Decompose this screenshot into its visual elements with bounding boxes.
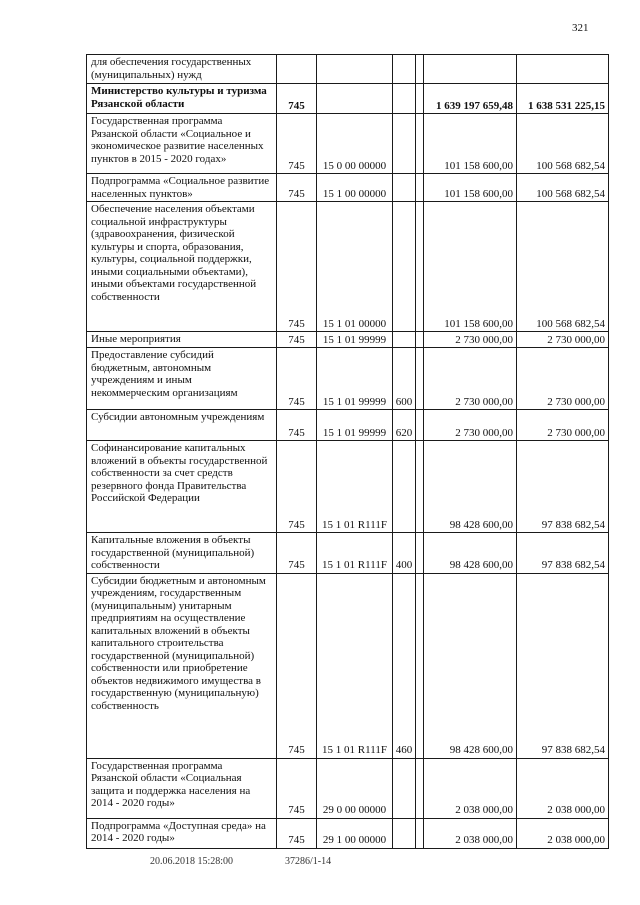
table-row	[87, 441, 609, 533]
row-expense-type-cell: 600	[393, 348, 416, 410]
row-target-article-cell: 29 0 00 00000	[317, 758, 393, 818]
budget-table	[86, 54, 609, 849]
table-row	[87, 533, 609, 574]
row-target-article-cell: 15 1 01 R111F	[317, 573, 393, 758]
row-target-article-cell	[317, 55, 393, 84]
table-row	[87, 202, 609, 332]
row-ministry-code-cell: 745	[277, 818, 317, 848]
row-amount-fact-cell: 2 038 000,00	[517, 758, 609, 818]
row-name-cell: Субсидии автономным учреждениям	[87, 410, 277, 441]
table-row	[87, 410, 609, 441]
row-amount-fact-cell: 1 638 531 225,15	[517, 84, 609, 114]
row-extra-cell	[416, 818, 424, 848]
row-amount-fact-cell: 100 568 682,54	[517, 202, 609, 332]
table-row	[87, 818, 609, 848]
row-expense-type-cell: 400	[393, 533, 416, 574]
row-target-article-cell	[317, 84, 393, 114]
row-amount-plan-cell: 101 158 600,00	[424, 202, 517, 332]
row-amount-fact-cell: 2 730 000,00	[517, 348, 609, 410]
row-target-article-cell: 15 1 00 00000	[317, 174, 393, 202]
row-name-cell: Подпрограмма «Доступная среда» на 2014 - 2020 годы»	[87, 818, 277, 848]
row-name-cell: Иные мероприятия	[87, 332, 277, 348]
row-target-article-cell: 15 1 01 R111F	[317, 441, 393, 533]
row-ministry-code-cell: 745	[277, 533, 317, 574]
row-extra-cell	[416, 441, 424, 533]
row-name-cell: Капитальные вложения в объекты государственной (муниципальной) собственности	[87, 533, 277, 574]
row-amount-fact-cell: 97 838 682,54	[517, 441, 609, 533]
row-name-cell: Государственная программа Рязанской области «Социальная защита и поддержка населения на 2014 - 2020 годы»	[87, 758, 277, 818]
row-amount-fact-cell: 97 838 682,54	[517, 573, 609, 758]
row-name-cell: Министерство культуры и туризма Рязанской области	[87, 84, 277, 114]
table-row	[87, 84, 609, 114]
row-extra-cell	[416, 348, 424, 410]
row-expense-type-cell	[393, 332, 416, 348]
footer-datetime: 20.06.2018 15:28:00	[150, 856, 234, 867]
row-ministry-code-cell: 745	[277, 174, 317, 202]
row-amount-fact-cell: 2 730 000,00	[517, 332, 609, 348]
row-expense-type-cell	[393, 55, 416, 84]
table-row	[87, 114, 609, 174]
row-ministry-code-cell: 745	[277, 84, 317, 114]
row-name-cell: Предоставление субсидий бюджетным, автономным учреждениям и иным некоммерческим организациям	[87, 348, 277, 410]
row-expense-type-cell	[393, 174, 416, 202]
table-row	[87, 758, 609, 818]
table-row	[87, 573, 609, 758]
row-name-cell: Субсидии бюджетным и автономным учреждениям, государственным (муниципальным) унитарным предприятиям на осуществление капитальных вложений в объекты капитального строительства государственной (муниципальной) собственности или приобретение объектов недвижимого имущества в государственную (муниципальную) собственность	[87, 573, 277, 758]
row-target-article-cell: 15 1 01 00000	[317, 202, 393, 332]
page-number: 321	[572, 22, 589, 34]
row-amount-plan-cell: 98 428 600,00	[424, 533, 517, 574]
table-row	[87, 348, 609, 410]
row-expense-type-cell: 620	[393, 410, 416, 441]
row-extra-cell	[416, 410, 424, 441]
row-amount-plan-cell	[424, 55, 517, 84]
row-ministry-code-cell: 745	[277, 758, 317, 818]
row-expense-type-cell	[393, 758, 416, 818]
row-amount-plan-cell: 2 730 000,00	[424, 332, 517, 348]
row-name-cell: Государственная программа Рязанской области «Социальное и экономическое развитие населенных пунктов в 2015 - 2020 годах»	[87, 114, 277, 174]
row-ministry-code-cell: 745	[277, 410, 317, 441]
row-name-cell: Софинансирование капитальных вложений в объекты государственной собственности за счет средств резервного фонда Правительства Российской Федерации	[87, 441, 277, 533]
row-extra-cell	[416, 573, 424, 758]
row-ministry-code-cell	[277, 55, 317, 84]
table-row	[87, 55, 609, 84]
row-amount-plan-cell: 2 038 000,00	[424, 818, 517, 848]
row-target-article-cell: 15 1 01 R111F	[317, 533, 393, 574]
row-name-cell: Обеспечение населения объектами социальной инфраструктуры (здравоохранения, физической культуры и спорта, образования, культуры, социальной поддержки, иными социальными объектами), иными объектами государственной собственности	[87, 202, 277, 332]
row-amount-fact-cell	[517, 55, 609, 84]
row-ministry-code-cell: 745	[277, 114, 317, 174]
row-amount-plan-cell: 2 038 000,00	[424, 758, 517, 818]
row-ministry-code-cell: 745	[277, 573, 317, 758]
row-amount-fact-cell: 97 838 682,54	[517, 533, 609, 574]
row-amount-plan-cell: 98 428 600,00	[424, 441, 517, 533]
row-expense-type-cell	[393, 818, 416, 848]
row-extra-cell	[416, 758, 424, 818]
row-amount-fact-cell: 100 568 682,54	[517, 114, 609, 174]
row-ministry-code-cell: 745	[277, 332, 317, 348]
row-expense-type-cell	[393, 202, 416, 332]
row-target-article-cell: 15 1 01 99999	[317, 348, 393, 410]
row-name-cell: Подпрограмма «Социальное развитие населенных пунктов»	[87, 174, 277, 202]
footer-document-code: 37286/1-14	[285, 856, 332, 867]
row-amount-plan-cell: 98 428 600,00	[424, 573, 517, 758]
row-extra-cell	[416, 174, 424, 202]
row-amount-fact-cell: 2 038 000,00	[517, 818, 609, 848]
row-extra-cell	[416, 332, 424, 348]
row-amount-plan-cell: 101 158 600,00	[424, 174, 517, 202]
row-extra-cell	[416, 202, 424, 332]
row-amount-plan-cell: 101 158 600,00	[424, 114, 517, 174]
row-extra-cell	[416, 533, 424, 574]
row-target-article-cell: 15 1 01 99999	[317, 332, 393, 348]
row-amount-plan-cell: 2 730 000,00	[424, 348, 517, 410]
row-amount-fact-cell: 2 730 000,00	[517, 410, 609, 441]
row-expense-type-cell	[393, 84, 416, 114]
row-extra-cell	[416, 114, 424, 174]
row-ministry-code-cell: 745	[277, 202, 317, 332]
row-ministry-code-cell: 745	[277, 348, 317, 410]
row-extra-cell	[416, 84, 424, 114]
row-ministry-code-cell: 745	[277, 441, 317, 533]
row-target-article-cell: 15 0 00 00000	[317, 114, 393, 174]
row-expense-type-cell	[393, 114, 416, 174]
row-target-article-cell: 15 1 01 99999	[317, 410, 393, 441]
table-body	[87, 55, 609, 849]
row-amount-plan-cell: 1 639 197 659,48	[424, 84, 517, 114]
row-expense-type-cell: 460	[393, 573, 416, 758]
row-name-cell: для обеспечения государственных (муниципальных) нужд	[87, 55, 277, 84]
row-amount-fact-cell: 100 568 682,54	[517, 174, 609, 202]
row-target-article-cell: 29 1 00 00000	[317, 818, 393, 848]
table-row	[87, 332, 609, 348]
row-amount-plan-cell: 2 730 000,00	[424, 410, 517, 441]
row-expense-type-cell	[393, 441, 416, 533]
row-extra-cell	[416, 55, 424, 84]
table-row	[87, 174, 609, 202]
